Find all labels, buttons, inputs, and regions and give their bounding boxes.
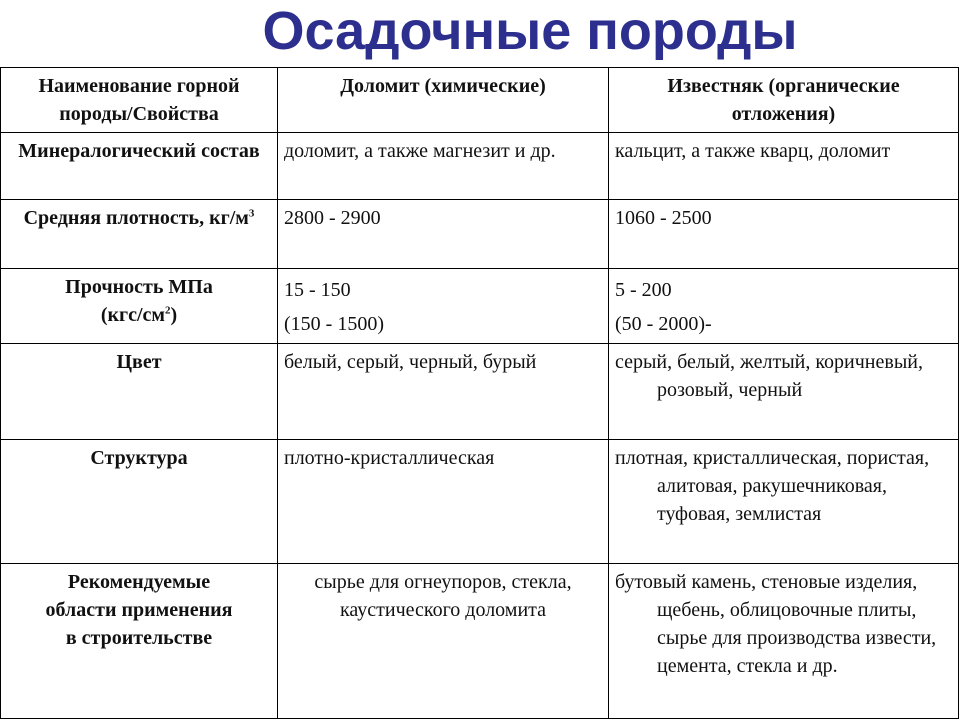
table-row <box>1 564 959 719</box>
table-row <box>1 344 959 440</box>
dolomite-strength: 15 - 150 (150 - 1500) <box>278 269 609 344</box>
table-row <box>1 440 959 564</box>
row-label-strength: Прочность МПа $(кгс/см^2)$ <box>1 269 278 344</box>
limestone-strength: 5 - 200 (50 - 2000)- <box>609 269 959 344</box>
table-row <box>1 133 959 200</box>
page-title: Осадочные породы <box>262 1 798 61</box>
limestone-density: 1060 - 2500 <box>609 200 959 269</box>
properties-table <box>0 67 959 719</box>
row-label-color: Цвет <box>1 344 278 440</box>
header-dolomite: Доломит (химические) <box>278 68 609 133</box>
limestone-applications: бутовый камень, стеновые изделия, щебень, облицовочные плиты, сырье для производства извести, цемента, стекла и др. <box>609 564 959 719</box>
row-label-density: Средняя плотность, $кг/м^3$ <box>1 200 278 269</box>
limestone-composition: кальцит, а также кварц, доломит <box>609 133 959 200</box>
limestone-color: серый, белый, желтый, коричневый, розовый, черный <box>609 344 959 440</box>
table-row <box>1 269 959 344</box>
dolomite-applications: сырье для огнеупоров, стекла, каустического доломита <box>278 564 609 719</box>
row-label-composition: Минералогический состав <box>1 133 278 200</box>
limestone-structure: плотная, кристаллическая, пористая, алитовая, ракушечниковая, туфовая, землистая <box>609 440 959 564</box>
table-header-row <box>1 68 959 133</box>
dolomite-structure: плотно-кристаллическая <box>278 440 609 564</box>
row-label-applications: Рекомендуемые области применения в строительстве <box>1 564 278 719</box>
dolomite-color: белый, серый, черный, бурый <box>278 344 609 440</box>
table-row <box>1 200 959 269</box>
dolomite-density: 2800 - 2900 <box>278 200 609 269</box>
header-property: Наименование горной породы/Свойства <box>1 68 278 133</box>
header-limestone: Известняк (органические отложения) <box>609 68 959 133</box>
row-label-structure: Структура <box>1 440 278 564</box>
dolomite-composition: доломит, а также магнезит и др. <box>278 133 609 200</box>
